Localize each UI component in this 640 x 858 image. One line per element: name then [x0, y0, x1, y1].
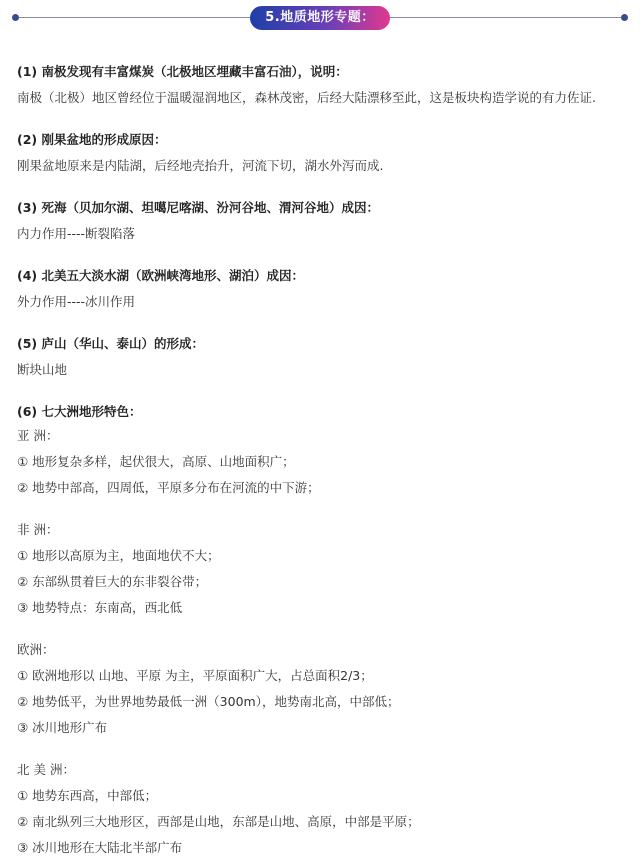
- section-1-heading: (1) 南极发现有丰富煤炭（北极地区埋藏丰富石油），说明：: [17, 64, 348, 79]
- africa-item: ① 地形以高原为主，地面地伏不大；: [17, 548, 220, 563]
- continent-north-america-label: 北 美 洲：: [17, 762, 75, 777]
- section-4-heading: (4) 北美五大淡水湖（欧洲峡湾地形、湖泊）成因：: [17, 268, 304, 283]
- europe-item: ① 欧洲地形以 山地、平原 为主，平原面积广大，占总面积2/3；: [17, 668, 373, 683]
- continent-europe-label: 欧洲：: [17, 642, 55, 657]
- header-divider-right: [390, 17, 628, 18]
- header-divider-left: [12, 17, 250, 18]
- section-5-heading: (5) 庐山（华山、泰山）的形成：: [17, 336, 204, 351]
- section-title: 5.地质地形专题：: [250, 6, 390, 30]
- header-dot-left: [12, 14, 19, 21]
- section-1-body: 南极（北极）地区曾经位于温暖湿润地区，森林茂密，后经大陆漂移至此，这是板块构造学说的有力佐证.: [17, 90, 596, 105]
- section-6-heading: (6) 七大洲地形特色：: [17, 404, 142, 419]
- africa-item: ③ 地势特点：东南高，西北低: [17, 600, 183, 615]
- north-america-item: ③ 冰川地形在大陆北半部广布: [17, 840, 183, 855]
- asia-item: ② 地势中部高，四周低，平原多分布在河流的中下游；: [17, 480, 320, 495]
- section-5-body: 断块山地: [17, 362, 68, 377]
- section-3-body: 内力作用----断裂陷落: [17, 226, 136, 241]
- asia-item: ① 地形复杂多样，起伏很大，高原、山地面积广；: [17, 454, 295, 469]
- header-dot-right: [621, 14, 628, 21]
- section-2-body: 刚果盆地原来是内陆湖，后经地壳抬升，河流下切，湖水外泻而成.: [17, 158, 384, 173]
- north-america-item: ① 地势东西高，中部低；: [17, 788, 158, 803]
- africa-item: ② 东部纵贯着巨大的东非裂谷带；: [17, 574, 208, 589]
- section-4-body: 外力作用----冰川作用: [17, 294, 136, 309]
- north-america-item: ② 南北纵列三大地形区，西部是山地，东部是山地、高原，中部是平原；: [17, 814, 420, 829]
- article-body: [17, 62, 627, 858]
- continent-asia-label: 亚 洲：: [17, 428, 59, 443]
- continent-africa-label: 非 洲：: [17, 522, 59, 537]
- section-3-heading: (3) 死海（贝加尔湖、坦噶尼喀湖、汾河谷地、渭河谷地）成因：: [17, 200, 379, 215]
- europe-item: ② 地势低平，为世界地势最低一洲（300m），地势南北高，中部低；: [17, 694, 400, 709]
- section-2-heading: (2) 刚果盆地的形成原因：: [17, 132, 167, 147]
- section-header: [12, 6, 628, 30]
- europe-item: ③ 冰川地形广布: [17, 720, 108, 735]
